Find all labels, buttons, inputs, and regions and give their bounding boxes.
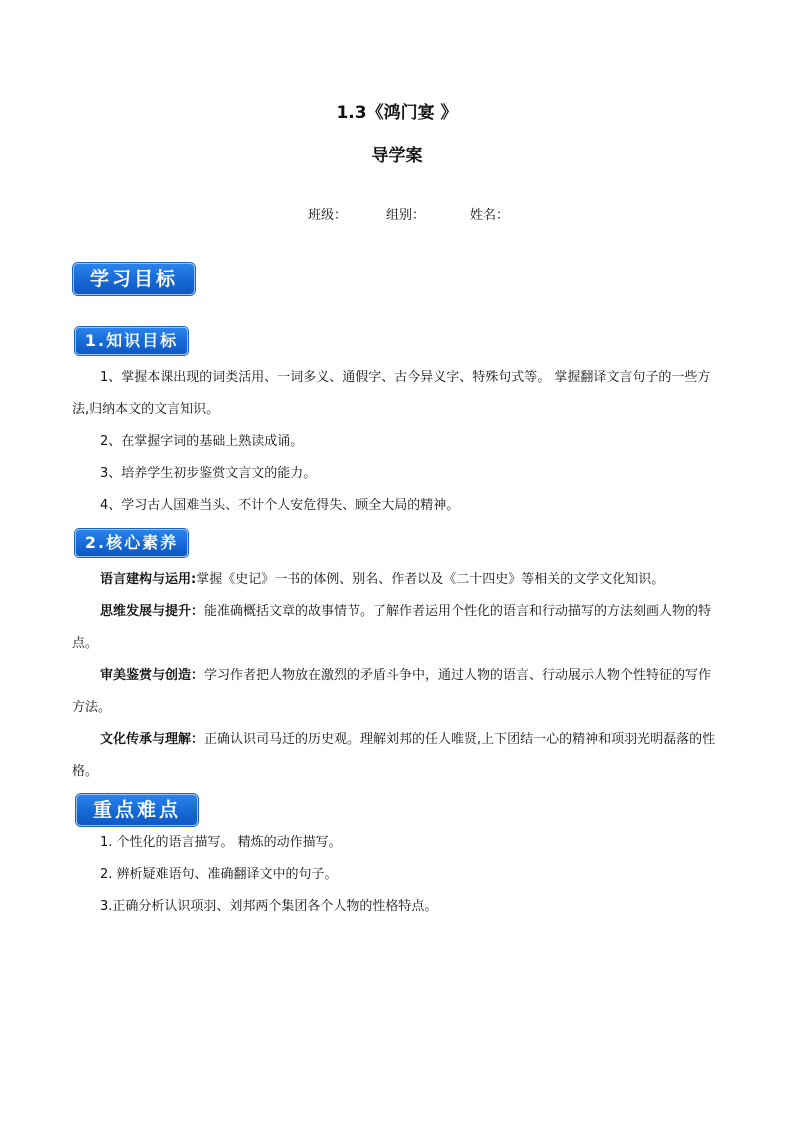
core-item-text: 正确认识司马迁的历史观。理解刘邦的任人唯贤,上下团结一心的精神和项羽光明磊落的性格。 xyxy=(72,732,716,779)
core-item-label: 语言建构与运用: xyxy=(100,572,197,587)
knowledge-item-2 xyxy=(72,426,724,458)
knowledge-item-1 xyxy=(72,362,724,426)
core-item-text: 学习作者把人物放在激烈的矛盾斗争中，通过人物的语言、行动展示人物个性特征的写作方法。 xyxy=(72,668,712,715)
core-item-label: 文化传承与理解： xyxy=(100,732,205,747)
key-item-1 xyxy=(72,827,724,859)
knowledge-item-3 xyxy=(72,458,724,490)
core-item-label: 审美鉴赏与创造： xyxy=(100,668,205,683)
knowledge-item-text: 4、学习古人国难当头、不计个人安危得失、顾全大局的精神。 xyxy=(100,498,460,513)
section-key-points: 重点难点 xyxy=(76,794,198,826)
section-knowledge-goals: 1.知识目标 xyxy=(75,327,188,355)
student-info-row xyxy=(308,206,509,226)
section-core-literacy: 2.核心素养 xyxy=(75,529,188,557)
key-item-text: 2. 辨析疑难语句、准确翻译文中的句子。 xyxy=(100,867,338,882)
core-item-label: 思维发展与提升： xyxy=(100,604,205,619)
document-title: 1.3《鸿门宴 》 xyxy=(336,103,458,123)
core-item-2 xyxy=(72,596,724,660)
name-label: 姓名： xyxy=(470,208,510,223)
document-subtitle: 导学案 xyxy=(371,146,423,166)
core-item-text: 能准确概括文章的故事情节。了解作者运用个性化的语言和行动描写的方法刻画人物的特点。 xyxy=(72,604,712,651)
group-label: 组别： xyxy=(386,208,426,223)
core-item-text: 掌握《史记》一书的体例、别名、作者以及《二十四史》等相关的文学文化知识。 xyxy=(196,572,665,587)
knowledge-item-text: 1、掌握本课出现的词类活用、一词多义、通假字、古今异义字、特殊句式等。 掌握翻译文言句子的一些方法,归纳本文的文言知识。 xyxy=(72,370,711,417)
core-item-3 xyxy=(72,660,724,724)
knowledge-item-4 xyxy=(72,490,724,522)
key-item-text: 3.正确分析认识项羽、刘邦两个集团各个人物的性格特点。 xyxy=(100,899,438,914)
core-item-4 xyxy=(72,724,724,788)
key-item-2 xyxy=(72,859,724,891)
knowledge-item-text: 2、在掌握字词的基础上熟读成诵。 xyxy=(100,434,304,449)
class-label: 班级： xyxy=(308,208,348,223)
core-item-1 xyxy=(72,564,724,596)
key-item-text: 1. 个性化的语言描写。 精炼的动作描写。 xyxy=(100,835,342,850)
knowledge-item-text: 3、培养学生初步鉴赏文言文的能力。 xyxy=(100,466,317,481)
key-item-3 xyxy=(72,891,724,923)
section-learning-goals: 学习目标 xyxy=(73,263,195,295)
